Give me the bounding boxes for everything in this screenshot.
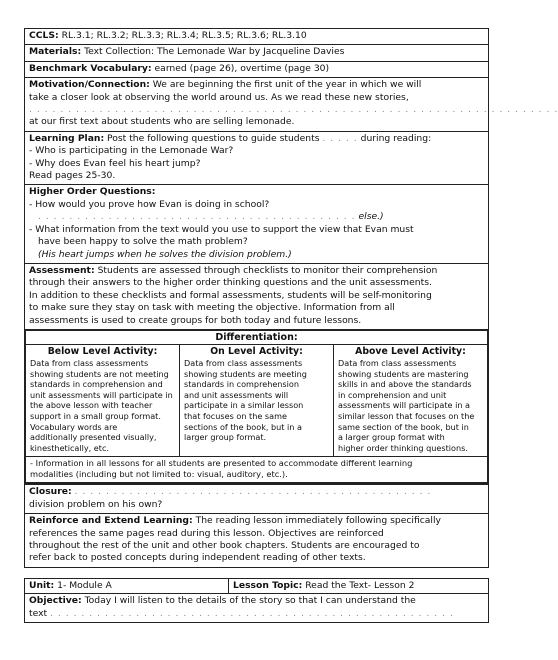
note-line: - Information in all lessons for all students are presented to accommodate different learning	[30, 458, 413, 469]
faded-line: . . . . . . . . . . . . . . . . . . . . . . . . . . . . . . . . . . . . . . . . . . . . . . . . . . . . . . . . . . . . . . . . . . . .	[29, 104, 558, 116]
motivation-line: We are beginning the first unit of the year in which we will	[152, 79, 422, 91]
answer: (His heart jumps when he solves the division problem.)	[38, 248, 292, 260]
column-line: participate in a similar lesson	[184, 400, 304, 411]
column-line: standards in comprehension and	[30, 379, 163, 390]
differentiation-title: Differentiation:	[26, 331, 487, 345]
column-line: support in a small group format.	[30, 410, 161, 421]
unit-label: Unit:	[29, 580, 55, 591]
column-line: Data from class assessments	[30, 357, 149, 368]
motivation-line: at our first text about students who are selling lemonade.	[29, 116, 295, 128]
column-line: showing students are not meeting	[30, 368, 169, 379]
objective-line: text	[29, 607, 48, 619]
answer-tail: else.)	[358, 211, 384, 223]
assessment-label: Assessment:	[29, 264, 95, 276]
column-line: Data from class assessments	[338, 357, 457, 368]
column-line: sections of the book, but in a	[184, 421, 302, 432]
differentiation-note	[26, 456, 487, 482]
unit-row	[24, 578, 489, 593]
motivation-line: take a closer look at observing the world around us. As we read these new stories,	[29, 91, 409, 103]
reinforce-line: refer back to posted concepts during independent reading of other texts.	[29, 552, 366, 564]
faded-text: . . . . .	[322, 132, 358, 144]
vocabulary-value: earned (page 26), overtime (page 30)	[154, 62, 330, 74]
assessment-section	[24, 263, 489, 329]
faded-text: . . . . . . . . . . . . . . . . . . . . . . . . . . . . . . . . . . . . . . . . . . . . . .	[74, 486, 432, 498]
ccls-row	[24, 28, 489, 44]
column-line: Data from class assessments	[184, 357, 303, 368]
materials-value: Text Collection: The Lemonade War by Jacqueline Davies	[84, 46, 345, 58]
motivation-section	[24, 77, 558, 131]
column-line: showing students are mastering	[338, 368, 469, 379]
objective-value: Today I will listen to the details of the story so that I can understand the	[84, 595, 416, 607]
note-line: modalities (including but not limited to: visual, auditory, etc.).	[30, 469, 288, 480]
higher-order-label: Higher Order Questions:	[29, 186, 156, 198]
learning-plan-section	[24, 131, 489, 185]
column-line: additionally presented visually,	[30, 432, 157, 443]
differentiation-table	[24, 329, 489, 484]
vocabulary-row	[24, 61, 489, 77]
question: - Who is participating in the Lemonade War?	[29, 145, 234, 157]
column-heading: On Level Activity:	[210, 345, 303, 357]
faded-text: . . . . . . . . . . . . . . . . . . . . . . . . . . . . . . . . . . . . . . . . .	[38, 211, 356, 223]
higher-order-section	[24, 184, 489, 262]
column-line: in comprehension and unit	[338, 389, 447, 400]
column-heading: Below Level Activity:	[47, 345, 158, 357]
column-line: higher order thinking questions.	[338, 442, 468, 453]
materials-row	[24, 44, 489, 60]
assessment-line: In addition to these checklists and formal assessments, students will be self-monitoring	[29, 289, 432, 301]
column-heading: Above Level Activity:	[355, 345, 466, 357]
lesson-plan	[24, 28, 558, 568]
reinforce-line: The reading lesson immediately following specifically	[195, 515, 441, 527]
column-line: assessments will participate in a	[338, 400, 470, 411]
lesson-footer	[24, 578, 489, 623]
assessment-line: through their answers to the higher order thinking questions and the unit assessments.	[29, 277, 432, 289]
assessment-line: Students are assessed through checklists to monitor their comprehension	[97, 264, 438, 276]
question-continued: have been happy to solve the math problem?	[38, 236, 248, 248]
lesson-topic-value: Read the Text- Lesson 2	[305, 580, 415, 591]
closure-label: Closure:	[29, 486, 72, 498]
ccls-value: RL.3.1; RL.3.2; RL.3.3; RL.3.4; RL.3.5; RL.3.6; RL.3.10	[61, 30, 307, 41]
motivation-label: Motivation/Connection:	[29, 79, 150, 91]
column-line: showing students are meeting	[184, 368, 307, 379]
ccls-label: CCLS:	[29, 30, 59, 41]
learning-plan-intro: Post the following questions to guide students	[107, 132, 320, 144]
objective-label: Objective:	[29, 595, 82, 607]
unit-value: 1- Module A	[57, 580, 112, 591]
column-line: unit assessments will participate in	[30, 389, 173, 400]
learning-plan-label: Learning Plan:	[29, 132, 105, 144]
column-line: Vocabulary words are	[30, 421, 118, 432]
column-line: skills in and above the standards	[338, 379, 472, 390]
learning-plan-intro-tail: during reading:	[360, 132, 432, 144]
on-level-column	[179, 345, 333, 456]
reinforce-label: Reinforce and Extend Learning:	[29, 515, 193, 527]
materials-label: Materials:	[29, 46, 82, 58]
column-line: similar lesson that focuses on the	[338, 410, 475, 421]
question: - What information from the text would you use to support the view that Evan must	[29, 223, 414, 235]
column-line: same section of the book, but in	[338, 421, 469, 432]
question: - How would you prove how Evan is doing in school?	[29, 198, 270, 210]
above-level-column	[333, 345, 487, 456]
closure-line: division problem on his own?	[29, 498, 163, 510]
vocabulary-label: Benchmark Vocabulary:	[29, 62, 152, 74]
pages-line: Read pages 25-30.	[29, 170, 116, 182]
column-line: and unit assessments will	[184, 389, 289, 400]
column-line: standards in comprehension	[184, 379, 299, 390]
assessment-line: to make sure they stay on task with meeting the objective. Information from all	[29, 302, 395, 314]
column-line: larger group format.	[184, 432, 267, 443]
below-level-column	[26, 345, 179, 456]
lesson-topic-label: Lesson Topic:	[233, 580, 303, 591]
assessment-line: assessments is used to create groups for both today and future lessons.	[29, 314, 362, 326]
reinforce-section	[24, 513, 489, 568]
column-line: kinesthetically, etc.	[30, 442, 109, 453]
reinforce-line: references the same pages read during this lesson. Objectives are reinforced	[29, 527, 384, 539]
objective-row	[24, 593, 489, 623]
column-line: the above lesson with teacher	[30, 400, 153, 411]
faded-text: . . . . . . . . . . . . . . . . . . . . . . . . . . . . . . . . . . . . . . . . . . . . . . . . . . . .	[50, 607, 454, 619]
column-line: a larger group format with	[338, 432, 445, 443]
closure-section	[24, 484, 489, 513]
reinforce-line: throughout the rest of the unit and other book chapters. Students are encouraged to	[29, 539, 420, 551]
column-line: that focuses on the same	[184, 410, 287, 421]
question: - Why does Evan feel his heart jump?	[29, 157, 201, 169]
